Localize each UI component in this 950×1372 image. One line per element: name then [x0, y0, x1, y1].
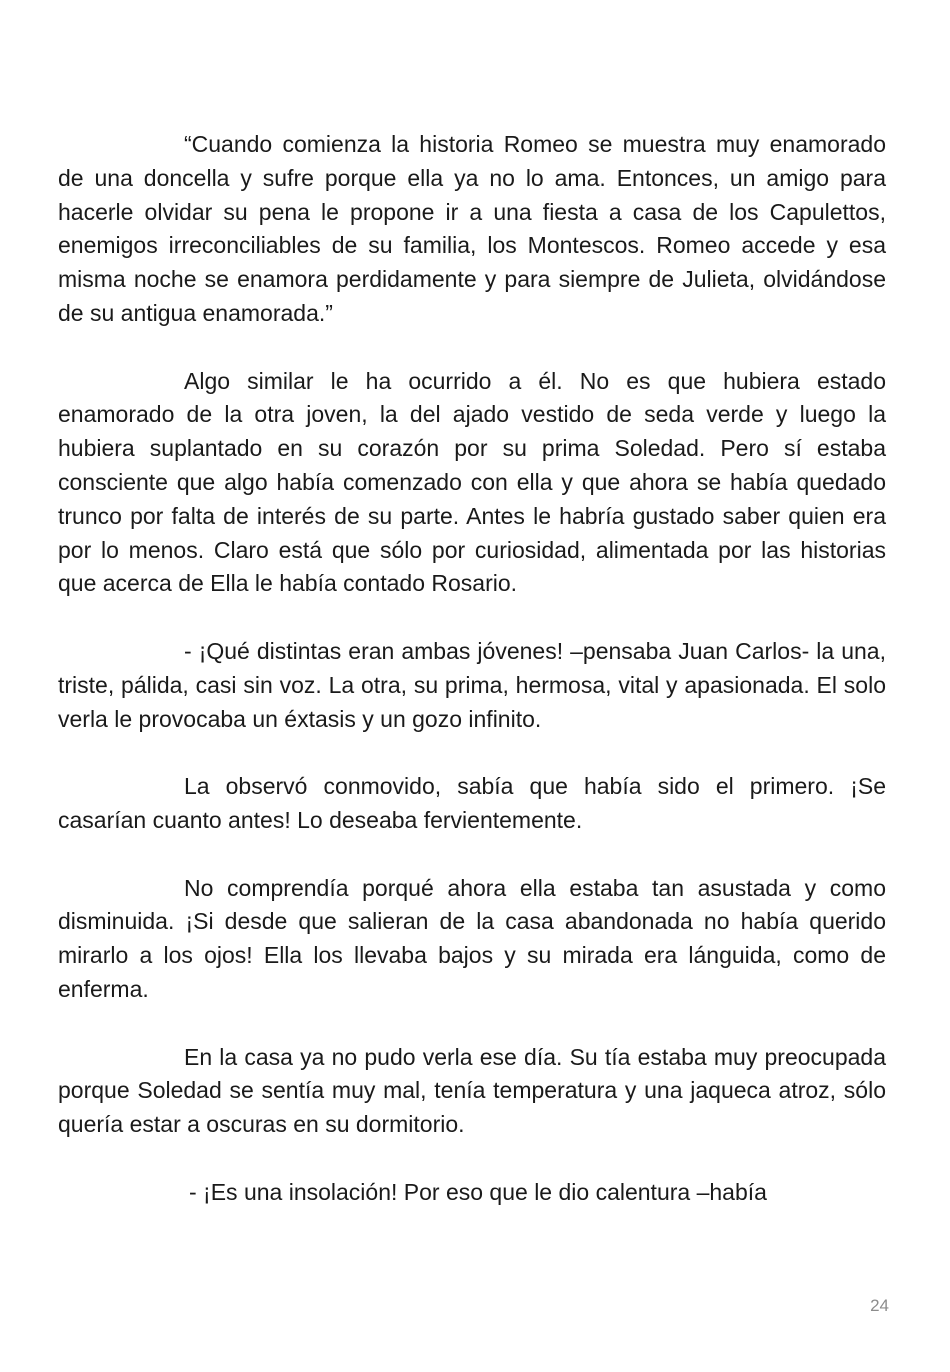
paragraph-romeo-quote: “Cuando comienza la historia Romeo se muestra muy enamorado de una doncella y sufre porque ella ya no lo ama. Entonces, un amigo para hacerle olvidar su pena le propone ir a una fiesta a casa de los Capulettos, enemigos irreconciliables de su familia, los Montescos. Romeo accede y esa misma noche se enamora perdidamente y para siempre de Julieta, olvidándose de su antigua enamorada.”	[58, 131, 886, 326]
paragraph-insolacion: - ¡Es una insolación! Por eso que le dio calentura –había	[189, 1178, 767, 1205]
paragraph-algo-similar: Algo similar le ha ocurrido a él. No es que hubiera estado enamorado de la otra joven, la del ajado vestido de seda verde y luego la hubiera suplantado en su corazón por su prima Soledad. Pero sí estaba consciente que algo había comenzado con ella y que ahora se había quedado trunco por falta de interés de su parte. Antes le habría gustado saber quien era por lo menos. Claro está que sólo por curiosidad, alimentada por las historias que acerca de Ella le había contado Rosario.	[58, 367, 886, 597]
paragraph-observo-conmovido: La observó conmovido, sabía que había sido el primero. ¡Se casarían cuanto antes! Lo deseaba fervientemente.	[58, 773, 886, 833]
paragraph-distintas-jovenes: - ¡Qué distintas eran ambas jóvenes! –pensaba Juan Carlos- la una, triste, pálida, casi sin voz. La otra, su prima, hermosa, vital y apasionada. El solo verla le provocaba un éxtasis y un gozo infinito.	[58, 637, 886, 732]
page-number: 24	[870, 1296, 889, 1315]
paragraph-en-la-casa: En la casa ya no pudo verla ese día. Su tía estaba muy preocupada porque Soledad se sentía muy mal, tenía temperatura y una jaqueca atroz, sólo quería estar a oscuras en su dormitorio.	[58, 1043, 886, 1138]
paragraph-no-comprendia: No comprendía porqué ahora ella estaba tan asustada y como disminuida. ¡Si desde que salieran de la casa abandonada no había querido mirarlo a los ojos! Ella los llevaba bajos y su mirada era lánguida, como de enferma.	[58, 874, 886, 1002]
text-body	[58, 128, 886, 1210]
